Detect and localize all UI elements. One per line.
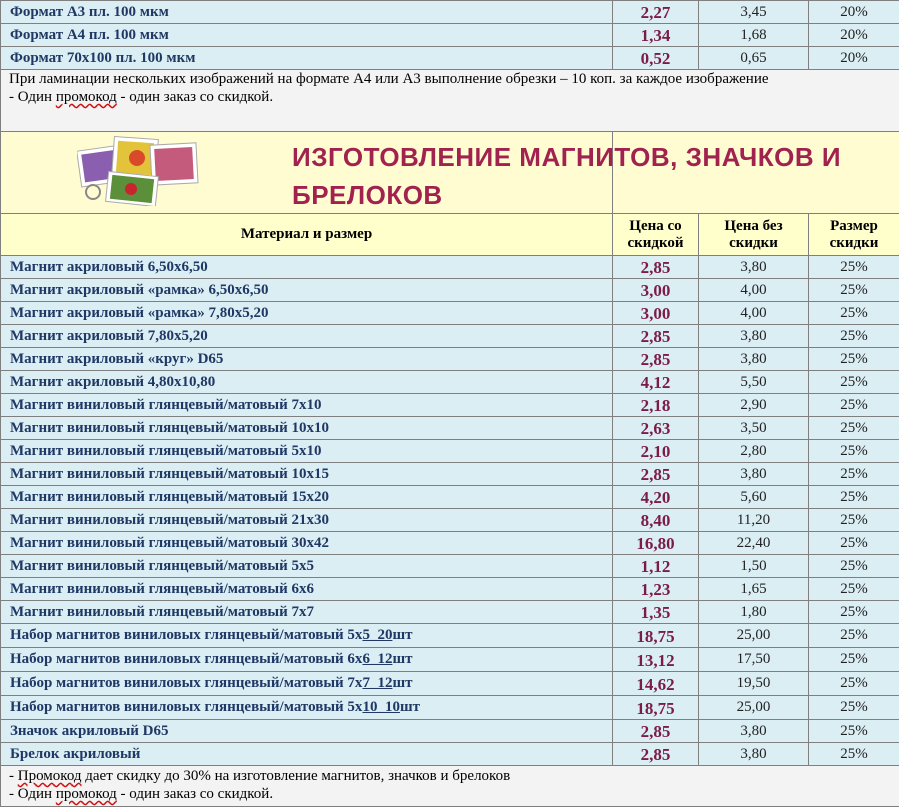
row-name: Значок акриловый D65 bbox=[1, 720, 613, 743]
row-name: Магнит виниловый глянцевый/матовый 10х10 bbox=[1, 417, 613, 440]
header-line: Цена со bbox=[613, 218, 698, 235]
section-header bbox=[1, 132, 899, 214]
discount-size: 25% bbox=[809, 302, 899, 325]
table-row bbox=[1, 743, 899, 766]
discount-size: 25% bbox=[809, 648, 899, 672]
table-row bbox=[1, 371, 899, 394]
regular-price: 4,00 bbox=[699, 302, 809, 325]
discount-size: 25% bbox=[809, 325, 899, 348]
discount-size: 25% bbox=[809, 394, 899, 417]
regular-price: 0,65 bbox=[699, 47, 809, 70]
regular-price: 22,40 bbox=[699, 532, 809, 555]
discount-price: 3,00 bbox=[613, 279, 699, 302]
discount-size: 25% bbox=[809, 720, 899, 743]
header-line: скидки bbox=[809, 235, 899, 252]
discount-price: 2,10 bbox=[613, 440, 699, 463]
promo-word: промокод bbox=[56, 89, 117, 105]
discount-price: 14,62 bbox=[613, 672, 699, 696]
table-row bbox=[1, 302, 899, 325]
row-name-part: 6_12 bbox=[362, 651, 392, 667]
discount-size: 25% bbox=[809, 486, 899, 509]
row-name: Магнит акриловый 7,80х5,20 bbox=[1, 325, 613, 348]
discount-size: 25% bbox=[809, 672, 899, 696]
row-name: Формат А3 пл. 100 мкм bbox=[1, 1, 613, 24]
table-row bbox=[1, 672, 899, 696]
table-row bbox=[1, 256, 899, 279]
regular-price: 25,00 bbox=[699, 624, 809, 648]
discount-price: 0,52 bbox=[613, 47, 699, 70]
table-row bbox=[1, 47, 899, 70]
header-line: Размер bbox=[809, 218, 899, 235]
row-name-part: шт bbox=[392, 627, 412, 643]
discount-price: 3,00 bbox=[613, 302, 699, 325]
regular-price: 25,00 bbox=[699, 696, 809, 720]
table-row bbox=[1, 578, 899, 601]
promo-word: Промокод bbox=[18, 768, 82, 784]
discount-price: 2,85 bbox=[613, 325, 699, 348]
discount-size: 25% bbox=[809, 578, 899, 601]
row-name: Магнит акриловый «рамка» 7,80х5,20 bbox=[1, 302, 613, 325]
regular-price: 19,50 bbox=[699, 672, 809, 696]
discount-size: 25% bbox=[809, 371, 899, 394]
regular-price: 3,80 bbox=[699, 463, 809, 486]
discount-size: 20% bbox=[809, 24, 899, 47]
note-line: При ламинации нескольких изображений на формате А4 или А3 выполнение обрезки – 10 коп. за каждое изображение bbox=[9, 70, 899, 88]
row-name: Магнит виниловый глянцевый/матовый 5х5 bbox=[1, 555, 613, 578]
table-row bbox=[1, 555, 899, 578]
row-name: Формат 70х100 пл. 100 мкм bbox=[1, 47, 613, 70]
row-name: Магнит виниловый глянцевый/матовый 21х30 bbox=[1, 509, 613, 532]
discount-price: 4,12 bbox=[613, 371, 699, 394]
row-name: Магнит акриловый «круг» D65 bbox=[1, 348, 613, 371]
discount-price: 8,40 bbox=[613, 509, 699, 532]
regular-price: 1,68 bbox=[699, 24, 809, 47]
discount-price: 2,27 bbox=[613, 1, 699, 24]
table-row bbox=[1, 624, 899, 648]
row-name: Магнит виниловый глянцевый/матовый 5х10 bbox=[1, 440, 613, 463]
regular-price: 3,45 bbox=[699, 1, 809, 24]
note-text: - один заказ со скидкой. bbox=[117, 89, 273, 105]
regular-price: 1,50 bbox=[699, 555, 809, 578]
discount-size: 20% bbox=[809, 1, 899, 24]
discount-size: 20% bbox=[809, 47, 899, 70]
row-name-part: 10_10 bbox=[362, 699, 400, 715]
regular-price: 5,60 bbox=[699, 486, 809, 509]
discount-size: 25% bbox=[809, 624, 899, 648]
row-name: Магнит виниловый глянцевый/матовый 7х10 bbox=[1, 394, 613, 417]
discount-price: 13,12 bbox=[613, 648, 699, 672]
regular-price: 11,20 bbox=[699, 509, 809, 532]
regular-price: 1,80 bbox=[699, 601, 809, 624]
row-name: Магнит виниловый глянцевый/матовый 7х7 bbox=[1, 601, 613, 624]
row-name-part: 5_20 bbox=[362, 627, 392, 643]
row-name-part: 7_12 bbox=[362, 675, 392, 691]
row-name bbox=[1, 624, 613, 648]
table-row bbox=[1, 648, 899, 672]
discount-size: 25% bbox=[809, 348, 899, 371]
row-name bbox=[1, 648, 613, 672]
row-name: Магнит виниловый глянцевый/матовый 15х20 bbox=[1, 486, 613, 509]
discount-price: 2,85 bbox=[613, 256, 699, 279]
header-line: скидкой bbox=[613, 235, 698, 252]
discount-size: 25% bbox=[809, 256, 899, 279]
header-discount-size bbox=[809, 214, 899, 256]
note-text: - bbox=[9, 768, 18, 784]
discount-price: 2,18 bbox=[613, 394, 699, 417]
regular-price: 3,80 bbox=[699, 256, 809, 279]
row-name-part: Набор магнитов виниловых глянцевый/матовый 7х bbox=[10, 675, 362, 691]
photo-magnets-image bbox=[77, 134, 207, 211]
row-name: Магнит акриловый 4,80х10,80 bbox=[1, 371, 613, 394]
discount-size: 25% bbox=[809, 417, 899, 440]
header-line: скидки bbox=[699, 235, 808, 252]
table-row bbox=[1, 279, 899, 302]
table-row bbox=[1, 532, 899, 555]
discount-size: 25% bbox=[809, 696, 899, 720]
discount-size: 25% bbox=[809, 440, 899, 463]
note-text: дает скидку до 30% на изготовление магнитов, значков и брелоков bbox=[82, 768, 511, 784]
discount-size: 25% bbox=[809, 601, 899, 624]
row-name: Магнит акриловый 6,50х6,50 bbox=[1, 256, 613, 279]
discount-price: 4,20 bbox=[613, 486, 699, 509]
note-line bbox=[9, 767, 899, 785]
row-name: Магнит акриловый «рамка» 6,50х6,50 bbox=[1, 279, 613, 302]
discount-price: 2,63 bbox=[613, 417, 699, 440]
table-row bbox=[1, 601, 899, 624]
discount-price: 2,85 bbox=[613, 348, 699, 371]
table-row bbox=[1, 720, 899, 743]
discount-size: 25% bbox=[809, 509, 899, 532]
note-line bbox=[9, 785, 899, 803]
regular-price: 2,90 bbox=[699, 394, 809, 417]
table-row bbox=[1, 440, 899, 463]
table-row bbox=[1, 394, 899, 417]
discount-size: 25% bbox=[809, 743, 899, 766]
row-name-part: шт bbox=[400, 699, 420, 715]
discount-size: 25% bbox=[809, 555, 899, 578]
regular-price: 3,80 bbox=[699, 720, 809, 743]
row-name-part: шт bbox=[392, 675, 412, 691]
header-discount-price bbox=[613, 214, 699, 256]
regular-price: 4,00 bbox=[699, 279, 809, 302]
table-row bbox=[1, 325, 899, 348]
table-header bbox=[1, 214, 899, 256]
table-row bbox=[1, 1, 899, 24]
row-name: Магнит виниловый глянцевый/матовый 10х15 bbox=[1, 463, 613, 486]
table-row bbox=[1, 509, 899, 532]
regular-price: 3,80 bbox=[699, 325, 809, 348]
regular-price: 3,80 bbox=[699, 348, 809, 371]
header-price bbox=[699, 214, 809, 256]
table-row bbox=[1, 486, 899, 509]
promo-note bbox=[1, 766, 899, 807]
discount-price: 1,12 bbox=[613, 555, 699, 578]
table-row bbox=[1, 24, 899, 47]
table-row bbox=[1, 696, 899, 720]
table-row bbox=[1, 417, 899, 440]
discount-price: 1,23 bbox=[613, 578, 699, 601]
row-name-part: шт bbox=[392, 651, 412, 667]
discount-price: 18,75 bbox=[613, 696, 699, 720]
row-name: Формат А4 пл. 100 мкм bbox=[1, 24, 613, 47]
row-name: Магнит виниловый глянцевый/матовый 30х42 bbox=[1, 532, 613, 555]
table-row bbox=[1, 348, 899, 371]
header-material: Материал и размер bbox=[1, 214, 613, 256]
discount-price: 1,35 bbox=[613, 601, 699, 624]
regular-price: 5,50 bbox=[699, 371, 809, 394]
header-line: Цена без bbox=[699, 218, 808, 235]
note-text: - один заказ со скидкой. bbox=[117, 786, 273, 802]
discount-size: 25% bbox=[809, 279, 899, 302]
row-name-part: Набор магнитов виниловых глянцевый/матовый 5х bbox=[10, 627, 362, 643]
discount-price: 2,85 bbox=[613, 743, 699, 766]
regular-price: 1,65 bbox=[699, 578, 809, 601]
discount-price: 18,75 bbox=[613, 624, 699, 648]
section-image-cell bbox=[1, 132, 613, 214]
discount-price: 16,80 bbox=[613, 532, 699, 555]
row-name: Брелок акриловый bbox=[1, 743, 613, 766]
discount-price: 1,34 bbox=[613, 24, 699, 47]
discount-price: 2,85 bbox=[613, 720, 699, 743]
regular-price: 17,50 bbox=[699, 648, 809, 672]
lamination-note bbox=[1, 70, 899, 132]
discount-size: 25% bbox=[809, 463, 899, 486]
regular-price: 3,50 bbox=[699, 417, 809, 440]
section-title-text: ИЗГОТОВЛЕНИЕ МАГНИТОВ, ЗНАЧКОВ И БРЕЛОКОВ bbox=[260, 134, 890, 214]
row-name bbox=[1, 696, 613, 720]
note-text: - Один bbox=[9, 786, 56, 802]
discount-price: 2,85 bbox=[613, 463, 699, 486]
table-row bbox=[1, 463, 899, 486]
row-name bbox=[1, 672, 613, 696]
row-name-part: Набор магнитов виниловых глянцевый/матовый 6х bbox=[10, 651, 362, 667]
regular-price: 2,80 bbox=[699, 440, 809, 463]
note-line bbox=[9, 88, 899, 106]
row-name-part: Набор магнитов виниловых глянцевый/матовый 5х bbox=[10, 699, 362, 715]
row-name: Магнит виниловый глянцевый/матовый 6х6 bbox=[1, 578, 613, 601]
discount-size: 25% bbox=[809, 532, 899, 555]
promo-word: промокод bbox=[56, 786, 117, 802]
note-text: - Один bbox=[9, 89, 56, 105]
regular-price: 3,80 bbox=[699, 743, 809, 766]
